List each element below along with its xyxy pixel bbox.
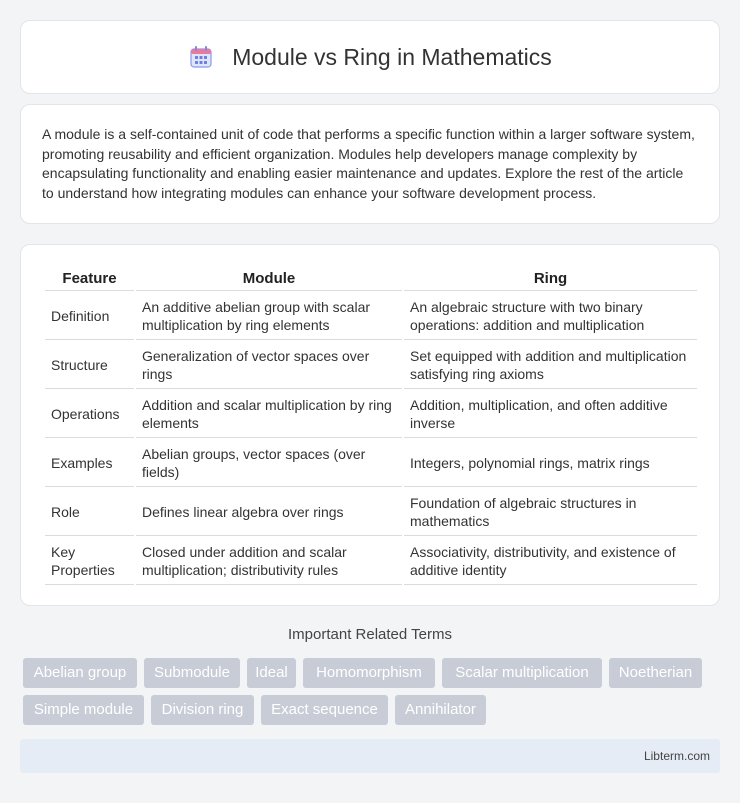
tag-simple-module[interactable]: Simple module [23,695,144,725]
feature-cell: Operations [45,391,134,438]
module-cell: Abelian groups, vector spaces (over fields) [136,440,402,487]
tag-submodule[interactable]: Submodule [144,658,240,688]
tag-ideal[interactable]: Ideal [247,658,296,688]
ring-cell: Addition, multiplication, and often additive inverse [404,391,697,438]
tag-homomorphism[interactable]: Homomorphism [303,658,435,688]
ring-cell: An algebraic structure with two binary operations: addition and multiplication [404,293,697,340]
module-cell: An additive abelian group with scalar multiplication by ring elements [136,293,402,340]
table-row [45,293,697,340]
feature-cell: Key Properties [45,538,134,585]
feature-cell: Structure [45,342,134,389]
table-row [45,538,697,585]
header-module: Module [136,267,402,291]
intro-text: A module is a self-contained unit of code that performs a specific function within a larger software system, promoting reusability and efficient organization. Modules help developers manage complexity by encapsulating functionality and enabling easier maintenance and updates. Explore the rest of the article to understand how integrating modules can enhance your software development process. [42,126,695,202]
header-ring: Ring [404,267,697,291]
module-cell: Closed under addition and scalar multiplication; distributivity rules [136,538,402,585]
header-feature: Feature [45,267,134,291]
comparison-table-card [20,244,720,606]
table-row [45,440,697,487]
footer-site-link[interactable]: Libterm.com [643,749,710,763]
page-title: Module vs Ring in Mathematics [232,43,552,70]
calendar-icon [188,44,214,70]
ring-cell: Associativity, distributivity, and existence of additive identity [404,538,697,585]
feature-cell: Examples [45,440,134,487]
feature-cell: Role [45,489,134,536]
feature-cell: Definition [45,293,134,340]
footer [20,739,720,773]
table-header-row [45,267,697,291]
module-cell: Generalization of vector spaces over rings [136,342,402,389]
table-row [45,489,697,536]
tag-noetherian[interactable]: Noetherian [609,658,702,688]
related-terms-title: Important Related Terms [288,626,452,643]
tag-division-ring[interactable]: Division ring [151,695,254,725]
comparison-table [43,265,699,587]
tag-exact-sequence[interactable]: Exact sequence [261,695,388,725]
ring-cell: Set equipped with addition and multiplication satisfying ring axioms [404,342,697,389]
header-card [20,20,720,94]
ring-cell: Foundation of algebraic structures in mathematics [404,489,697,536]
tag-annihilator[interactable]: Annihilator [395,695,486,725]
tag-scalar-multiplication[interactable]: Scalar multiplication [442,658,602,688]
table-row [45,391,697,438]
tag-abelian-group[interactable]: Abelian group [23,658,137,688]
table-row [45,342,697,389]
ring-cell: Integers, polynomial rings, matrix rings [404,440,697,487]
module-cell: Addition and scalar multiplication by ring elements [136,391,402,438]
intro-card [20,104,720,224]
module-cell: Defines linear algebra over rings [136,489,402,536]
